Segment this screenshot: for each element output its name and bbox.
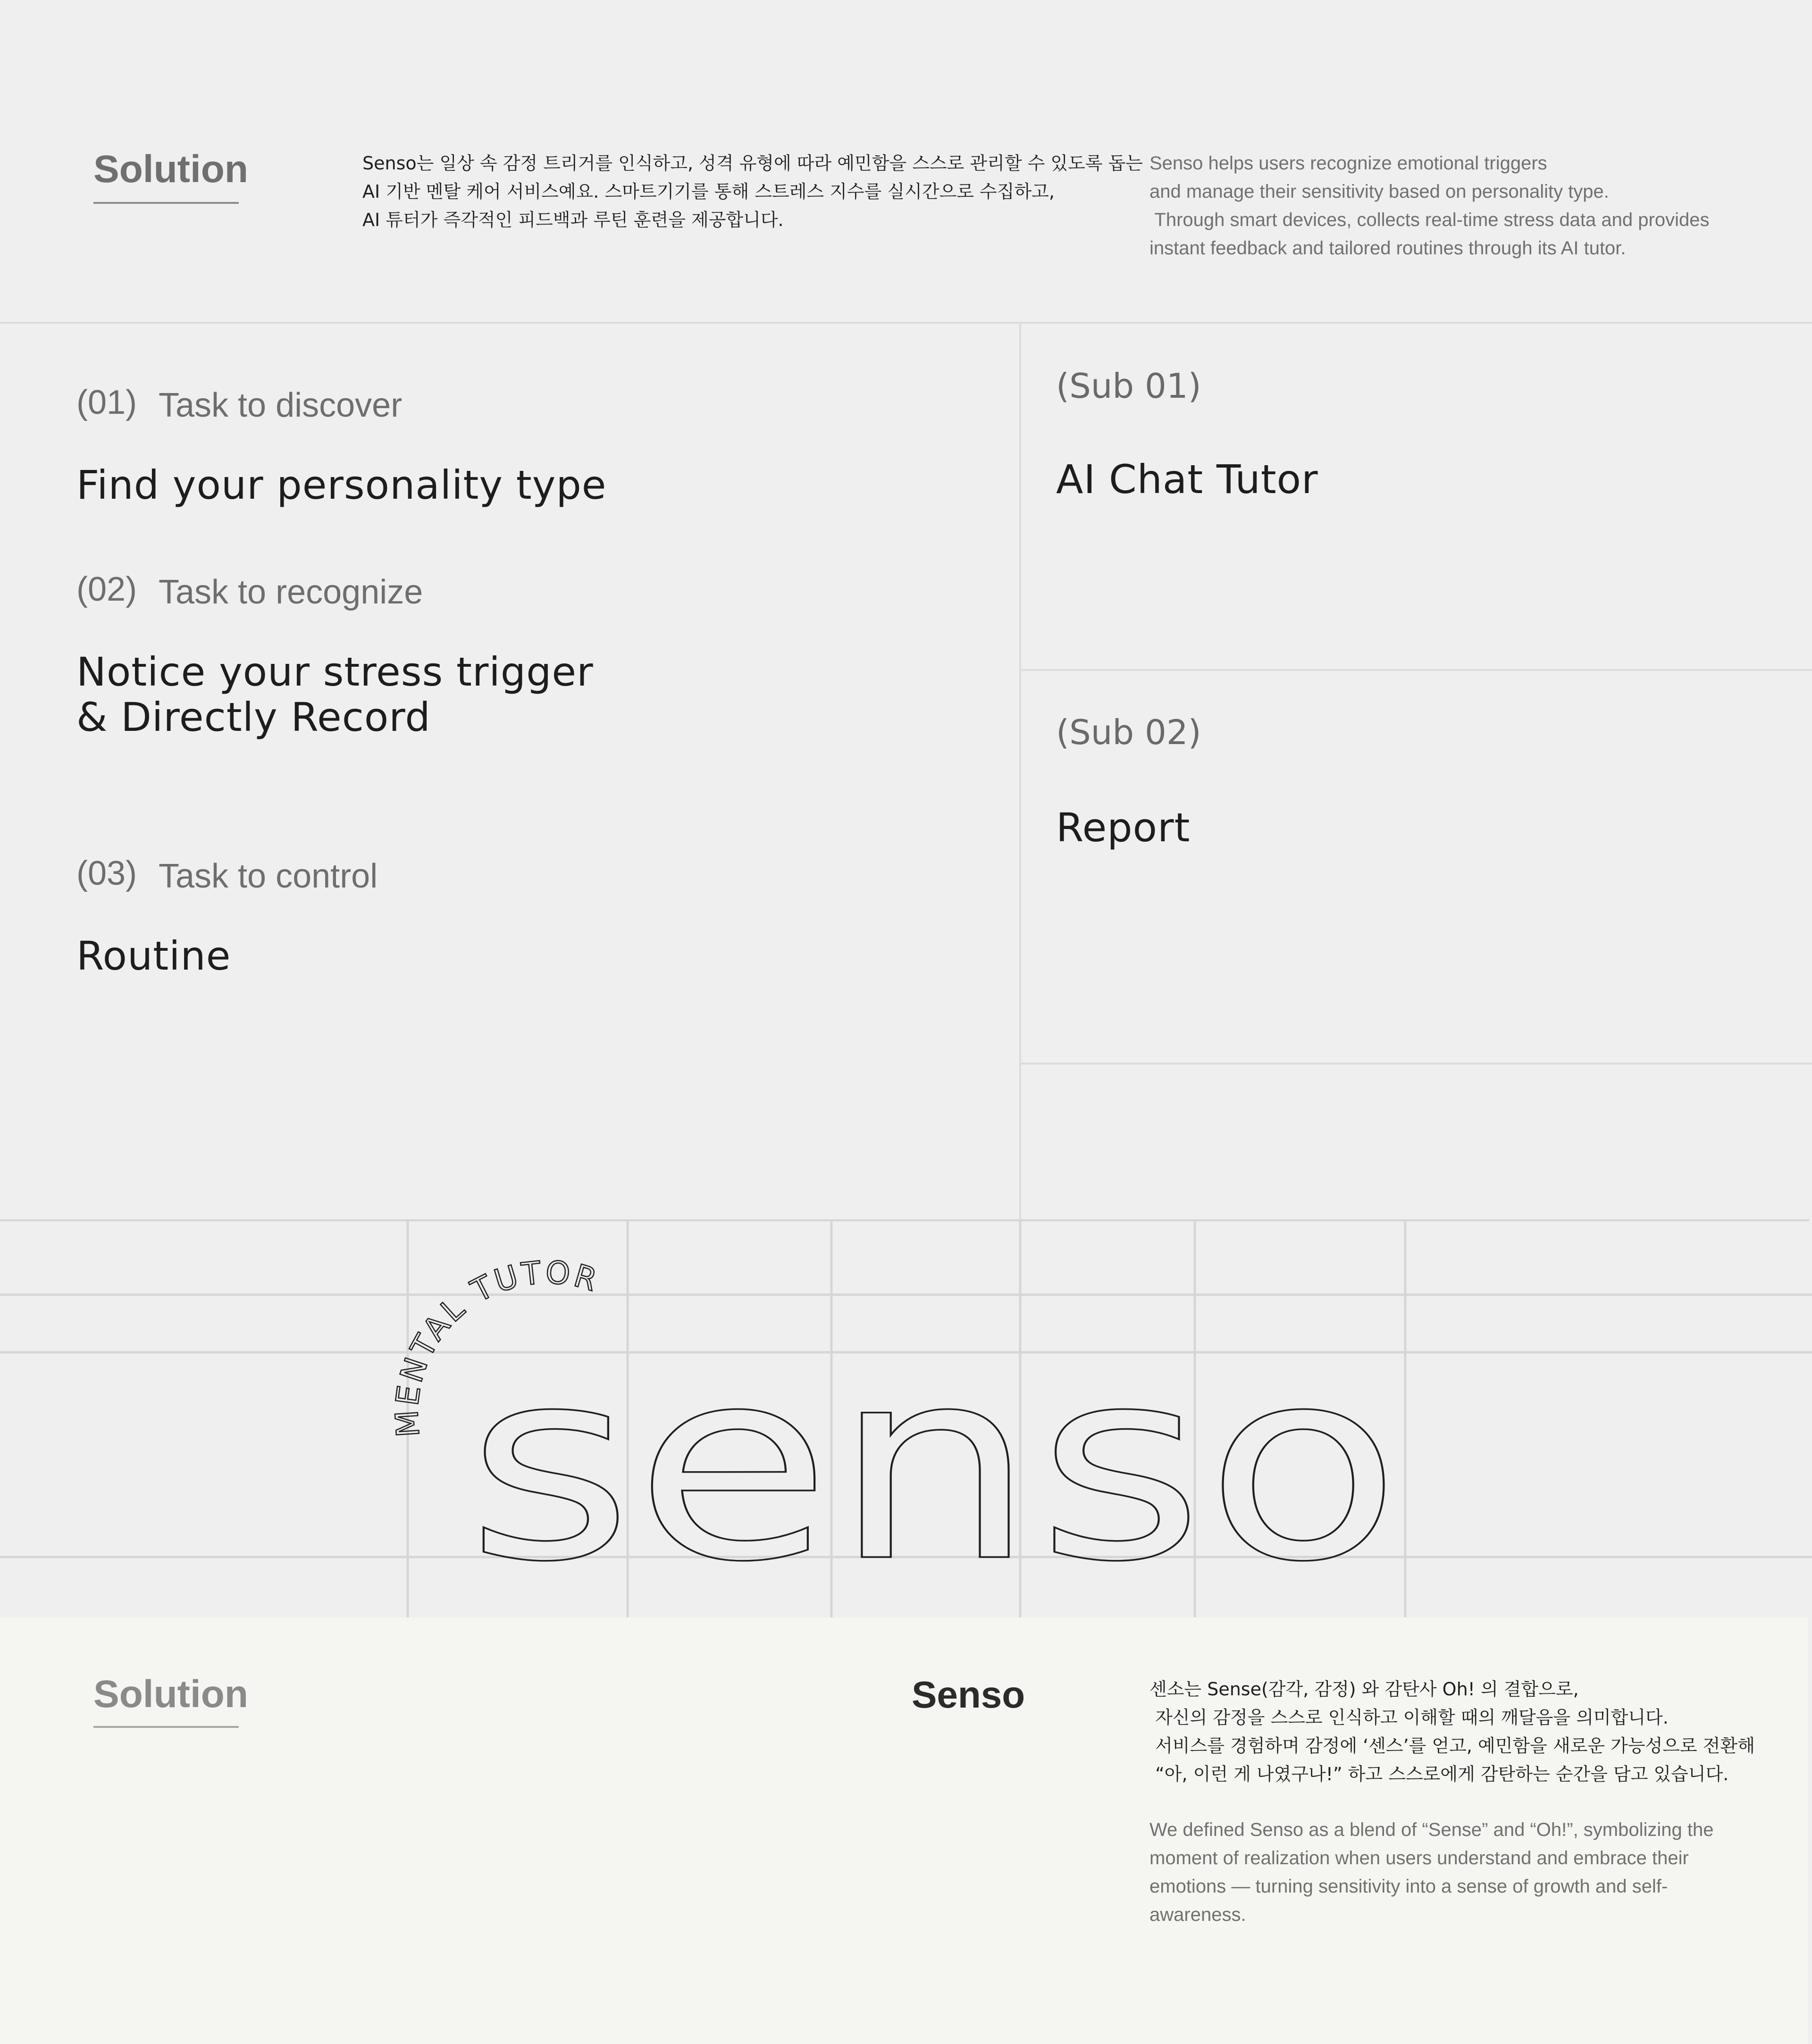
task-01: [76, 383, 137, 422]
mental-tutor-arc-text: MENTAL TUTOR: [388, 1254, 604, 1439]
korean-description: Senso는 일상 속 감정 트리거를 인식하고, 성격 유형에 따라 예민함을 스스로 관리할 수 있도록 돕는 AI 기반 멘탈 케어 서비스예요. 스마트기기를 통해 스트레스 지수를 실시간으로 수집하고, AI 튜터가 즉각적인 피드백과 루틴 훈련을 제공합니다.: [362, 153, 1143, 230]
column-divider: [1019, 323, 1021, 1219]
sub-divider: [1021, 669, 1812, 671]
sub-number: (Sub 01): [1056, 366, 1201, 406]
task-number: (01): [76, 384, 137, 421]
divider: [0, 322, 1812, 324]
task-label: Task to recognize: [159, 573, 423, 611]
sub-divider: [1021, 1063, 1812, 1064]
english-description: Senso helps users recognize emotional triggers and manage their sensitivity based on personality type. Through smart devices, collects real-time stress data and provides instant feedback and tailored routines through its AI tutor.: [1149, 153, 1710, 259]
task-title: Find your personality type: [76, 462, 607, 508]
section-title: Solution: [93, 148, 248, 191]
sub-title: Report: [1056, 804, 1191, 851]
task-label: Task to discover: [159, 386, 403, 424]
task-label: Task to control: [159, 857, 378, 895]
brand-name: Senso: [912, 1674, 1025, 1716]
task-number: (03): [76, 854, 137, 892]
senso-wordmark: senso: [466, 1312, 1402, 1617]
task-title: Notice your stress trigger & Directly Record: [76, 649, 594, 740]
sub-number: (Sub 02): [1056, 712, 1201, 752]
section-title: Solution: [93, 1673, 248, 1716]
sub-title: AI Chat Tutor: [1056, 456, 1318, 503]
title-underline: [93, 202, 239, 204]
task-number: (02): [76, 570, 137, 608]
definition-section: [0, 1617, 1808, 2044]
solution-intro-section: [0, 0, 1812, 323]
title-underline: [93, 1726, 239, 1728]
korean-definition: 센소는 Sense(감각, 감정) 와 감탄사 Oh! 의 결합으로, 자신의 감정을 스스로 인식하고 이해할 때의 깨달음을 의미합니다. 서비스를 경험하며 감정에 ‘센스’를 얻고, 예민함을 새로운 가능성으로 전환해 “아, 이런 게 나였구나!” 하고 스스로에게 감탄하는 순간을 담고 있습니다.: [1149, 1679, 1755, 1784]
task-title: Routine: [76, 933, 231, 979]
logo-grid: [0, 1219, 1812, 1617]
english-definition: We defined Senso as a blend of “Sense” and “Oh!”, symbolizing the moment of realization when users understand and embrace their emotions — turning sensitivity into a sense of growth and self- awareness.: [1149, 1819, 1714, 1925]
